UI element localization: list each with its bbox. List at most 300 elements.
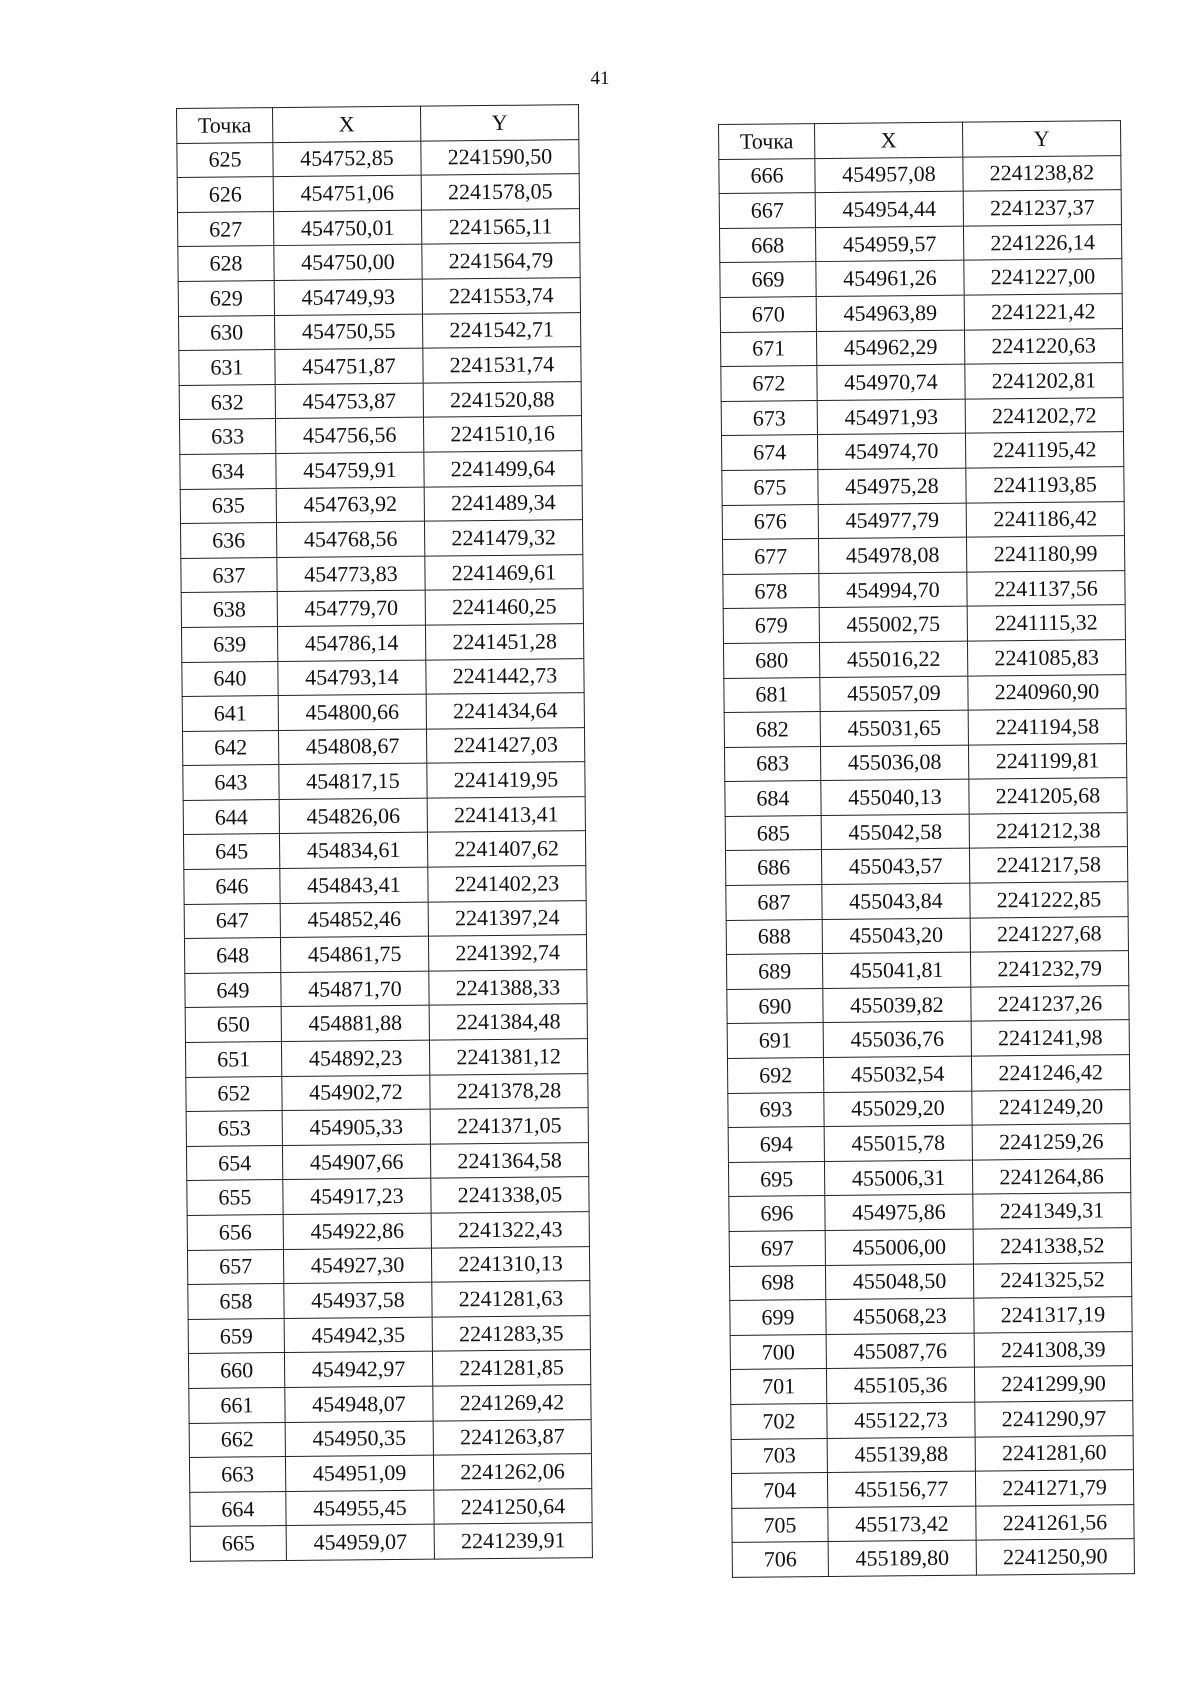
y-cell: 2241338,05 bbox=[431, 1177, 589, 1213]
header-x: X bbox=[273, 106, 421, 142]
point-cell: 696 bbox=[729, 1196, 825, 1232]
table-row bbox=[182, 727, 584, 765]
y-cell: 2241222,85 bbox=[970, 882, 1128, 918]
y-cell: 2241388,33 bbox=[429, 969, 587, 1005]
table-row bbox=[180, 451, 582, 489]
x-cell: 454954,44 bbox=[815, 191, 963, 227]
x-cell: 454922,86 bbox=[283, 1213, 431, 1249]
point-cell: 651 bbox=[185, 1042, 281, 1078]
table-row bbox=[729, 1262, 1131, 1300]
point-cell: 674 bbox=[721, 435, 817, 471]
point-cell: 639 bbox=[181, 626, 277, 662]
y-cell: 2241246,42 bbox=[971, 1055, 1129, 1091]
x-cell: 454975,86 bbox=[825, 1195, 973, 1231]
y-cell: 2241434,64 bbox=[426, 693, 584, 729]
x-cell: 455006,00 bbox=[825, 1229, 973, 1265]
x-cell: 455139,88 bbox=[827, 1437, 975, 1473]
y-cell: 2241232,79 bbox=[970, 951, 1128, 987]
point-cell: 681 bbox=[724, 677, 820, 713]
table-row bbox=[729, 1193, 1131, 1231]
x-cell: 455068,23 bbox=[826, 1298, 974, 1334]
table-header-row bbox=[177, 105, 579, 143]
x-cell: 454800,66 bbox=[278, 694, 426, 730]
table-row bbox=[189, 1385, 591, 1423]
y-cell: 2241371,05 bbox=[430, 1108, 588, 1144]
table-row bbox=[719, 190, 1121, 228]
point-cell: 642 bbox=[182, 730, 278, 766]
x-cell: 455036,76 bbox=[823, 1022, 971, 1058]
table-row bbox=[188, 1315, 590, 1353]
table-row bbox=[178, 278, 580, 316]
point-cell: 625 bbox=[177, 142, 273, 178]
x-cell: 454759,91 bbox=[276, 452, 424, 488]
table-body-left bbox=[177, 139, 593, 1561]
y-cell: 2241085,83 bbox=[967, 640, 1125, 676]
point-cell: 648 bbox=[184, 938, 280, 974]
x-cell: 454861,75 bbox=[280, 936, 428, 972]
table-row bbox=[724, 743, 1126, 781]
x-cell: 455105,36 bbox=[826, 1367, 974, 1403]
y-cell: 2241226,14 bbox=[963, 224, 1121, 260]
point-cell: 700 bbox=[730, 1334, 826, 1370]
table-row bbox=[188, 1350, 590, 1388]
x-cell: 454942,35 bbox=[284, 1317, 432, 1353]
y-cell: 2241338,52 bbox=[973, 1228, 1131, 1264]
point-cell: 640 bbox=[182, 661, 278, 697]
point-cell: 675 bbox=[722, 469, 818, 505]
y-cell: 2241259,26 bbox=[972, 1124, 1130, 1160]
x-cell: 454750,01 bbox=[273, 210, 421, 246]
x-cell: 454902,72 bbox=[282, 1075, 430, 1111]
y-cell: 2241489,34 bbox=[424, 485, 582, 521]
x-cell: 455043,20 bbox=[822, 918, 970, 954]
x-cell: 455040,13 bbox=[821, 779, 969, 815]
table-row bbox=[181, 589, 583, 627]
header-point: Точка bbox=[177, 108, 273, 144]
table-row bbox=[730, 1366, 1132, 1404]
y-cell: 2241227,68 bbox=[970, 916, 1128, 952]
x-cell: 454768,56 bbox=[276, 521, 424, 557]
y-cell: 2241249,20 bbox=[972, 1089, 1130, 1125]
point-cell: 686 bbox=[725, 850, 821, 886]
point-cell: 655 bbox=[187, 1180, 283, 1216]
y-cell: 2241317,19 bbox=[974, 1297, 1132, 1333]
point-cell: 661 bbox=[189, 1387, 285, 1423]
table-row bbox=[731, 1401, 1133, 1439]
table-row bbox=[187, 1212, 589, 1250]
table-row bbox=[730, 1297, 1132, 1335]
y-cell: 2241115,32 bbox=[967, 605, 1125, 641]
x-cell: 454962,29 bbox=[816, 330, 964, 366]
y-cell: 2241193,85 bbox=[966, 467, 1124, 503]
point-cell: 659 bbox=[188, 1318, 284, 1354]
table-header-row bbox=[719, 121, 1121, 159]
x-cell: 454779,70 bbox=[277, 590, 425, 626]
table-row bbox=[720, 259, 1122, 297]
x-cell: 454751,87 bbox=[275, 348, 423, 384]
x-cell: 454752,85 bbox=[273, 141, 421, 177]
x-cell: 454753,87 bbox=[275, 383, 423, 419]
y-cell: 2241349,31 bbox=[973, 1193, 1131, 1229]
point-cell: 643 bbox=[183, 765, 279, 801]
x-cell: 454957,08 bbox=[815, 157, 963, 193]
point-cell: 704 bbox=[731, 1473, 827, 1509]
table-row bbox=[190, 1523, 592, 1561]
x-cell: 455057,09 bbox=[820, 676, 968, 712]
point-cell: 669 bbox=[720, 262, 816, 298]
y-cell: 2241261,56 bbox=[976, 1504, 1134, 1540]
table-row bbox=[720, 328, 1122, 366]
table-row bbox=[184, 935, 586, 973]
x-cell: 454975,28 bbox=[818, 468, 966, 504]
table-row bbox=[180, 520, 582, 558]
x-cell: 454763,92 bbox=[276, 487, 424, 523]
table-row bbox=[731, 1470, 1133, 1508]
x-cell: 454808,67 bbox=[278, 729, 426, 765]
y-cell: 2241564,79 bbox=[422, 243, 580, 279]
y-cell: 2241250,64 bbox=[434, 1488, 592, 1524]
y-cell: 2241590,50 bbox=[421, 139, 579, 175]
table-row bbox=[177, 174, 579, 212]
x-cell: 454994,70 bbox=[819, 572, 967, 608]
y-cell: 2241427,03 bbox=[426, 727, 584, 763]
y-cell: 2241565,11 bbox=[421, 208, 579, 244]
x-cell: 454977,79 bbox=[818, 503, 966, 539]
y-cell: 2241186,42 bbox=[966, 501, 1124, 537]
table-row bbox=[726, 951, 1128, 989]
y-cell: 2241220,63 bbox=[964, 328, 1122, 364]
x-cell: 454927,30 bbox=[283, 1248, 431, 1284]
point-cell: 645 bbox=[183, 834, 279, 870]
y-cell: 2241194,58 bbox=[968, 709, 1126, 745]
y-cell: 2241283,35 bbox=[432, 1315, 590, 1351]
table-row bbox=[187, 1177, 589, 1215]
y-cell: 2241212,38 bbox=[969, 812, 1127, 848]
point-cell: 627 bbox=[178, 211, 274, 247]
y-cell: 2241384,48 bbox=[429, 1004, 587, 1040]
x-cell: 455016,22 bbox=[819, 641, 967, 677]
x-cell: 455173,42 bbox=[828, 1506, 976, 1542]
point-cell: 636 bbox=[180, 523, 276, 559]
x-cell: 454959,07 bbox=[286, 1524, 434, 1560]
x-cell: 455122,73 bbox=[827, 1402, 975, 1438]
table-row bbox=[721, 397, 1123, 435]
point-cell: 687 bbox=[726, 885, 822, 921]
page-number: 41 bbox=[590, 68, 610, 89]
x-cell: 455039,82 bbox=[823, 987, 971, 1023]
x-cell: 454937,58 bbox=[284, 1282, 432, 1318]
point-cell: 647 bbox=[184, 903, 280, 939]
y-cell: 2241460,25 bbox=[425, 589, 583, 625]
table-row bbox=[178, 243, 580, 281]
y-cell: 2241308,39 bbox=[974, 1331, 1132, 1367]
x-cell: 455189,80 bbox=[828, 1540, 976, 1576]
y-cell: 2241310,13 bbox=[431, 1246, 589, 1282]
point-cell: 692 bbox=[727, 1058, 823, 1094]
x-cell: 455087,76 bbox=[826, 1333, 974, 1369]
point-cell: 660 bbox=[188, 1353, 284, 1389]
y-cell: 2241402,23 bbox=[428, 866, 586, 902]
y-cell: 2241250,90 bbox=[976, 1539, 1134, 1575]
coordinates-table-left bbox=[176, 104, 593, 1562]
point-cell: 654 bbox=[186, 1145, 282, 1181]
x-cell: 454881,88 bbox=[281, 1006, 429, 1042]
table-row bbox=[719, 155, 1121, 193]
x-cell: 454961,26 bbox=[816, 261, 964, 297]
x-cell: 455031,65 bbox=[820, 710, 968, 746]
table-row bbox=[729, 1228, 1131, 1266]
point-cell: 664 bbox=[190, 1491, 286, 1527]
x-cell: 454905,33 bbox=[282, 1109, 430, 1145]
point-cell: 697 bbox=[729, 1231, 825, 1267]
x-cell: 454978,08 bbox=[818, 537, 966, 573]
table-row bbox=[189, 1419, 591, 1457]
table-row bbox=[177, 139, 579, 177]
coordinates-table-right bbox=[718, 120, 1135, 1578]
y-cell: 2241263,87 bbox=[433, 1419, 591, 1455]
y-cell: 2241202,81 bbox=[965, 363, 1123, 399]
table-row bbox=[186, 1108, 588, 1146]
y-cell: 2241531,74 bbox=[423, 347, 581, 383]
y-cell: 2241553,74 bbox=[422, 278, 580, 314]
table-row bbox=[724, 709, 1126, 747]
point-cell: 650 bbox=[185, 1007, 281, 1043]
point-cell: 672 bbox=[721, 366, 817, 402]
table-row bbox=[726, 882, 1128, 920]
table-row bbox=[720, 224, 1122, 262]
x-cell: 455156,77 bbox=[827, 1471, 975, 1507]
x-cell: 454963,89 bbox=[816, 295, 964, 331]
y-cell: 2241238,82 bbox=[963, 155, 1121, 191]
y-cell: 2241392,74 bbox=[428, 935, 586, 971]
table-row bbox=[731, 1435, 1133, 1473]
y-cell: 2241479,32 bbox=[424, 520, 582, 556]
x-cell: 454852,46 bbox=[280, 902, 428, 938]
y-cell: 2241322,43 bbox=[431, 1212, 589, 1248]
point-cell: 701 bbox=[730, 1369, 826, 1405]
y-cell: 2241299,90 bbox=[974, 1366, 1132, 1402]
y-cell: 2241442,73 bbox=[426, 658, 584, 694]
point-cell: 684 bbox=[725, 781, 821, 817]
header-y: Y bbox=[420, 105, 578, 141]
y-cell: 2241364,58 bbox=[430, 1142, 588, 1178]
point-cell: 691 bbox=[727, 1023, 823, 1059]
point-cell: 631 bbox=[179, 350, 275, 386]
x-cell: 455043,57 bbox=[821, 849, 969, 885]
y-cell: 2241281,60 bbox=[975, 1435, 1133, 1471]
point-cell: 634 bbox=[180, 453, 276, 489]
y-cell: 2241281,85 bbox=[432, 1350, 590, 1386]
y-cell: 2241237,26 bbox=[971, 985, 1129, 1021]
point-cell: 695 bbox=[728, 1161, 824, 1197]
y-cell: 2241269,42 bbox=[433, 1385, 591, 1421]
y-cell: 2241542,71 bbox=[422, 312, 580, 348]
x-cell: 454871,70 bbox=[281, 971, 429, 1007]
point-cell: 656 bbox=[187, 1215, 283, 1251]
point-cell: 671 bbox=[720, 331, 816, 367]
point-cell: 662 bbox=[189, 1422, 285, 1458]
table-row bbox=[723, 570, 1125, 608]
y-cell: 2241407,62 bbox=[427, 831, 585, 867]
y-cell: 2241202,72 bbox=[965, 397, 1123, 433]
header-x: X bbox=[815, 122, 963, 158]
point-cell: 632 bbox=[179, 384, 275, 420]
table-body-right bbox=[719, 155, 1135, 1577]
table-row bbox=[178, 312, 580, 350]
y-cell: 2241469,61 bbox=[425, 554, 583, 590]
point-cell: 679 bbox=[723, 608, 819, 644]
x-cell: 454751,06 bbox=[273, 175, 421, 211]
header-y: Y bbox=[962, 121, 1120, 157]
x-cell: 454974,70 bbox=[817, 433, 965, 469]
table-row bbox=[721, 432, 1123, 470]
y-cell: 2241578,05 bbox=[421, 174, 579, 210]
point-cell: 678 bbox=[723, 573, 819, 609]
point-cell: 644 bbox=[183, 799, 279, 835]
table-row bbox=[724, 674, 1126, 712]
x-cell: 454951,09 bbox=[285, 1455, 433, 1491]
x-cell: 454950,35 bbox=[285, 1421, 433, 1457]
x-cell: 454749,93 bbox=[274, 279, 422, 315]
point-cell: 657 bbox=[187, 1249, 283, 1285]
point-cell: 626 bbox=[177, 177, 273, 213]
y-cell: 2241419,95 bbox=[427, 762, 585, 798]
y-cell: 2241264,86 bbox=[972, 1158, 1130, 1194]
table-row bbox=[725, 812, 1127, 850]
y-cell: 2241239,91 bbox=[434, 1523, 592, 1559]
x-cell: 454843,41 bbox=[280, 867, 428, 903]
point-cell: 685 bbox=[725, 815, 821, 851]
x-cell: 455036,08 bbox=[820, 745, 968, 781]
table-row bbox=[189, 1454, 591, 1492]
table-row bbox=[178, 208, 580, 246]
point-cell: 641 bbox=[182, 696, 278, 732]
x-cell: 454756,56 bbox=[275, 417, 423, 453]
y-cell: 2241451,28 bbox=[425, 624, 583, 660]
x-cell: 454834,61 bbox=[279, 833, 427, 869]
y-cell: 2241325,52 bbox=[973, 1262, 1131, 1298]
y-cell: 2241520,88 bbox=[423, 381, 581, 417]
table-row bbox=[726, 916, 1128, 954]
y-cell: 2241199,81 bbox=[968, 743, 1126, 779]
y-cell: 2241205,68 bbox=[969, 778, 1127, 814]
table-row bbox=[179, 347, 581, 385]
point-cell: 668 bbox=[720, 227, 816, 263]
y-cell: 2241510,16 bbox=[423, 416, 581, 452]
table-row bbox=[723, 605, 1125, 643]
table-row bbox=[727, 1055, 1129, 1093]
table-row bbox=[183, 831, 585, 869]
x-cell: 454750,00 bbox=[274, 245, 422, 281]
point-cell: 637 bbox=[181, 557, 277, 593]
table-row bbox=[723, 640, 1125, 678]
y-cell: 2241413,41 bbox=[427, 796, 585, 832]
point-cell: 677 bbox=[722, 539, 818, 575]
table-row bbox=[182, 658, 584, 696]
x-cell: 454907,66 bbox=[282, 1144, 430, 1180]
point-cell: 706 bbox=[732, 1542, 828, 1578]
y-cell: 2241217,58 bbox=[969, 847, 1127, 883]
y-cell: 2241180,99 bbox=[966, 536, 1124, 572]
table-row bbox=[179, 416, 581, 454]
y-cell: 2241262,06 bbox=[433, 1454, 591, 1490]
table-row bbox=[727, 985, 1129, 1023]
table-row bbox=[728, 1158, 1130, 1196]
table-row bbox=[728, 1089, 1130, 1127]
x-cell: 454817,15 bbox=[279, 763, 427, 799]
x-cell: 455032,54 bbox=[823, 1056, 971, 1092]
table-row bbox=[722, 501, 1124, 539]
x-cell: 454826,06 bbox=[279, 798, 427, 834]
table-row bbox=[186, 1073, 588, 1111]
table-row bbox=[180, 485, 582, 523]
y-cell: 2241290,97 bbox=[975, 1401, 1133, 1437]
y-cell: 2241397,24 bbox=[428, 900, 586, 936]
x-cell: 454948,07 bbox=[285, 1386, 433, 1422]
point-cell: 638 bbox=[181, 592, 277, 628]
table-row bbox=[183, 796, 585, 834]
table-row bbox=[184, 866, 586, 904]
table-row bbox=[732, 1539, 1134, 1577]
x-cell: 454959,57 bbox=[815, 226, 963, 262]
point-cell: 699 bbox=[730, 1300, 826, 1336]
table-row bbox=[725, 847, 1127, 885]
table-row bbox=[730, 1331, 1132, 1369]
point-cell: 652 bbox=[186, 1076, 282, 1112]
point-cell: 705 bbox=[732, 1507, 828, 1543]
table-row bbox=[181, 624, 583, 662]
point-cell: 703 bbox=[731, 1438, 827, 1474]
table-row bbox=[184, 900, 586, 938]
y-cell: 2241221,42 bbox=[964, 294, 1122, 330]
point-cell: 628 bbox=[178, 246, 274, 282]
x-cell: 454942,97 bbox=[284, 1351, 432, 1387]
table-row bbox=[182, 693, 584, 731]
x-cell: 454892,23 bbox=[281, 1040, 429, 1076]
x-cell: 454917,23 bbox=[283, 1179, 431, 1215]
x-cell: 455015,78 bbox=[824, 1125, 972, 1161]
y-cell: 2241281,63 bbox=[432, 1281, 590, 1317]
table-row bbox=[183, 762, 585, 800]
point-cell: 649 bbox=[185, 972, 281, 1008]
table-row bbox=[185, 969, 587, 1007]
point-cell: 689 bbox=[726, 954, 822, 990]
point-cell: 630 bbox=[178, 315, 274, 351]
point-cell: 698 bbox=[729, 1265, 825, 1301]
x-cell: 454793,14 bbox=[278, 660, 426, 696]
table-row bbox=[186, 1142, 588, 1180]
y-cell: 2241137,56 bbox=[967, 570, 1125, 606]
x-cell: 454773,83 bbox=[277, 556, 425, 592]
y-cell: 2241237,37 bbox=[963, 190, 1121, 226]
y-cell: 2241227,00 bbox=[964, 259, 1122, 295]
point-cell: 680 bbox=[723, 642, 819, 678]
point-cell: 702 bbox=[731, 1403, 827, 1439]
point-cell: 635 bbox=[180, 488, 276, 524]
point-cell: 633 bbox=[179, 419, 275, 455]
table-row bbox=[190, 1488, 592, 1526]
x-cell: 455002,75 bbox=[819, 606, 967, 642]
point-cell: 667 bbox=[719, 193, 815, 229]
x-cell: 454955,45 bbox=[286, 1490, 434, 1526]
y-cell: 2241378,28 bbox=[430, 1073, 588, 1109]
y-cell: 2241271,79 bbox=[975, 1470, 1133, 1506]
x-cell: 455043,84 bbox=[822, 883, 970, 919]
point-cell: 676 bbox=[722, 504, 818, 540]
table-row bbox=[185, 1039, 587, 1077]
x-cell: 454786,14 bbox=[277, 625, 425, 661]
x-cell: 454970,74 bbox=[817, 364, 965, 400]
